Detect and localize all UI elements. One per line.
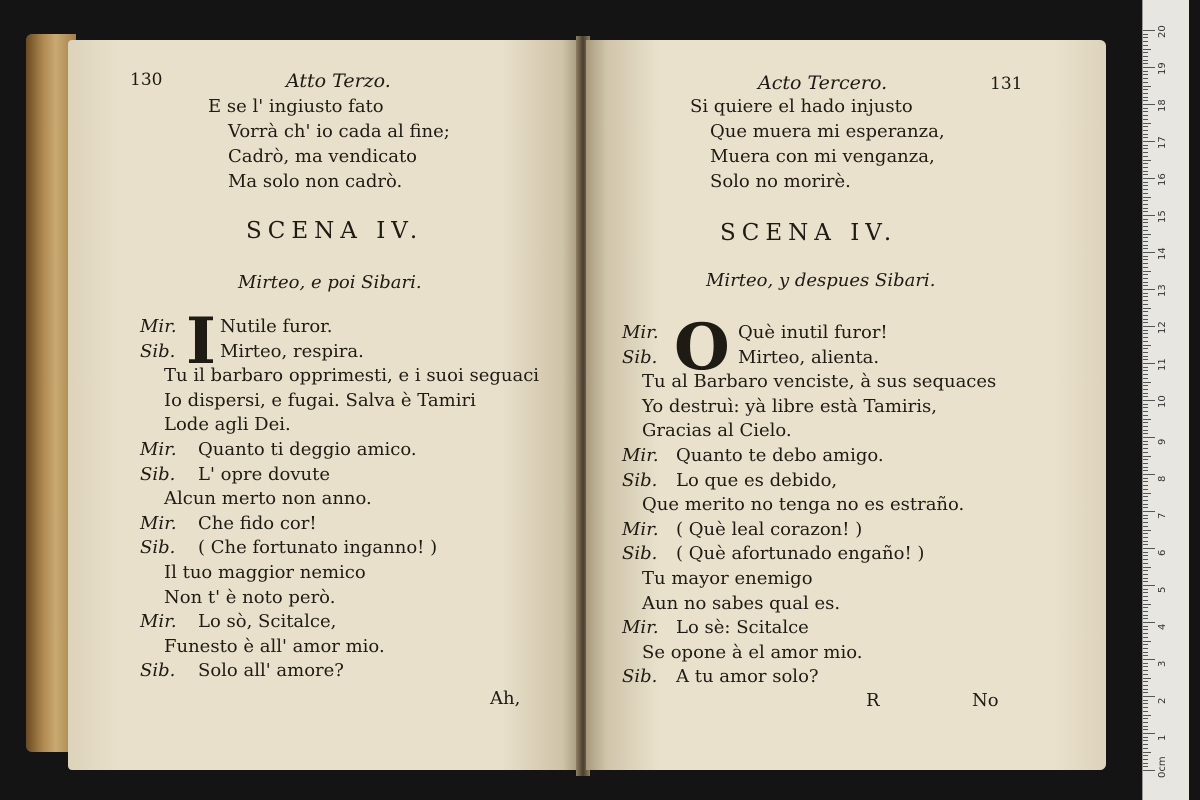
- ruler-tick: [1143, 396, 1148, 397]
- dialogue-line: Che fido cor!: [198, 512, 317, 534]
- ruler-tick: [1143, 285, 1148, 286]
- ruler-tick: [1143, 104, 1155, 105]
- ruler-tick: [1143, 178, 1155, 179]
- ruler-number: 12: [1157, 321, 1168, 334]
- ruler-tick: [1143, 208, 1148, 209]
- ruler-tick: [1143, 737, 1148, 738]
- ruler-tick: [1143, 45, 1148, 46]
- dialogue-line: Quanto te debo amigo.: [676, 445, 884, 466]
- ruler-number: 17: [1157, 136, 1168, 149]
- ruler-tick: [1143, 711, 1148, 712]
- ruler-tick: [1143, 189, 1148, 190]
- signature-mark: R: [866, 690, 880, 711]
- scene-persons: Mirteo, e poi Sibari.: [238, 272, 422, 293]
- ruler-tick: [1143, 382, 1151, 383]
- dialogue-line: L' opre dovute: [198, 463, 330, 485]
- ruler-tick: [1143, 86, 1151, 87]
- ruler-tick: [1143, 559, 1148, 560]
- ruler-tick: [1143, 541, 1148, 542]
- ruler-tick: [1143, 319, 1148, 320]
- speaker-label: Sib.: [622, 469, 658, 491]
- verse-line: Vorrà ch' io cada al fine;: [228, 121, 450, 142]
- ruler-number: 19: [1157, 62, 1168, 75]
- ruler-tick: [1143, 752, 1151, 753]
- ruler-tick: [1143, 407, 1148, 408]
- ruler-tick: [1143, 681, 1148, 682]
- ruler-tick: [1143, 171, 1148, 172]
- ruler-tick: [1143, 259, 1148, 260]
- drop-cap: O: [674, 310, 730, 385]
- ruler-tick: [1143, 163, 1148, 164]
- ruler-tick: [1143, 692, 1148, 693]
- dialogue-line: Il tuo maggior nemico: [164, 562, 366, 583]
- ruler-tick: [1143, 537, 1148, 538]
- ruler-tick: [1143, 34, 1148, 35]
- dialogue-line: Lode agli Dei.: [164, 414, 291, 436]
- speaker-label: Mir.: [140, 512, 177, 534]
- ruler-tick: [1143, 563, 1148, 564]
- ruler-tick: [1143, 748, 1148, 749]
- left-page: [68, 40, 578, 770]
- ruler-tick: [1143, 422, 1148, 423]
- ruler-tick: [1143, 448, 1148, 449]
- ruler-number: 16: [1157, 173, 1168, 186]
- ruler-tick: [1143, 430, 1148, 431]
- page-number: 130: [130, 70, 163, 90]
- ruler-number: 18: [1157, 99, 1168, 112]
- ruler-tick: [1143, 515, 1148, 516]
- ruler-tick: [1143, 315, 1148, 316]
- speaker-label: Mir.: [622, 518, 659, 540]
- ruler-tick: [1143, 271, 1151, 272]
- dialogue-line: ( Què leal corazon! ): [676, 518, 863, 540]
- ruler-tick: [1143, 755, 1148, 756]
- ruler-tick: [1143, 678, 1151, 679]
- dialogue-line: Nutile furor.: [220, 316, 333, 337]
- ruler-tick: [1143, 722, 1148, 723]
- ruler-tick: [1143, 274, 1148, 275]
- ruler-tick: [1143, 63, 1148, 64]
- ruler-tick: [1143, 637, 1148, 638]
- ruler-tick: [1143, 644, 1148, 645]
- speaker-label: Mir.: [622, 322, 659, 343]
- ruler-tick: [1143, 60, 1148, 61]
- ruler-tick: [1143, 433, 1148, 434]
- ruler-tick: [1143, 145, 1148, 146]
- ruler-tick: [1143, 611, 1148, 612]
- ruler-tick: [1143, 111, 1148, 112]
- ruler-tick: [1143, 182, 1148, 183]
- ruler-tick: [1143, 740, 1148, 741]
- ruler-tick: [1143, 411, 1148, 412]
- ruler-tick: [1143, 485, 1148, 486]
- ruler-tick: [1143, 607, 1148, 608]
- ruler-number: 20: [1157, 25, 1168, 38]
- speaker-label: Sib.: [140, 340, 176, 362]
- ruler-tick: [1143, 230, 1148, 231]
- ruler-tick: [1143, 219, 1148, 220]
- ruler-tick: [1143, 211, 1148, 212]
- dialogue-line: Lo sè: Scitalce: [676, 617, 809, 639]
- ruler-tick: [1143, 389, 1148, 390]
- ruler-tick: [1143, 652, 1148, 653]
- ruler-tick: [1143, 337, 1148, 338]
- ruler-tick: [1143, 100, 1148, 101]
- ruler-tick: [1143, 363, 1155, 364]
- verse-line: E se l' ingiusto fato: [208, 96, 384, 117]
- ruler-tick: [1143, 359, 1148, 360]
- dialogue-line: Que merito no tenga no es estraño.: [642, 494, 965, 516]
- ruler-tick: [1143, 604, 1151, 605]
- ruler-tick: [1143, 689, 1148, 690]
- dialogue-line: Tu il barbaro opprimesti, e i suoi seguaci: [164, 365, 540, 387]
- ruler-tick: [1143, 615, 1148, 616]
- ruler-number: 14: [1157, 247, 1168, 260]
- ruler-tick: [1143, 700, 1148, 701]
- ruler-number: 10: [1157, 395, 1168, 408]
- ruler-tick: [1143, 518, 1148, 519]
- ruler-tick: [1143, 674, 1148, 675]
- ruler-tick: [1143, 352, 1148, 353]
- ruler-tick: [1143, 585, 1155, 586]
- ruler-tick: [1143, 74, 1148, 75]
- ruler-tick: [1143, 504, 1148, 505]
- scene-title: SCENA IV.: [246, 218, 424, 244]
- ruler-tick: [1143, 137, 1148, 138]
- ruler-tick: [1143, 123, 1151, 124]
- ruler-tick: [1143, 226, 1148, 227]
- speaker-label: Mir.: [140, 439, 177, 460]
- speaker-label: Sib.: [622, 346, 658, 368]
- ruler-tick: [1143, 729, 1148, 730]
- dialogue-line: A tu amor solo?: [676, 666, 819, 688]
- ruler-tick: [1143, 596, 1148, 597]
- ruler-tick: [1143, 592, 1148, 593]
- ruler-tick: [1143, 141, 1155, 142]
- speaker-label: Mir.: [140, 611, 177, 633]
- ruler-tick: [1143, 467, 1148, 468]
- ruler-tick: [1143, 770, 1155, 771]
- ruler-tick: [1143, 289, 1155, 290]
- ruler-tick: [1143, 82, 1148, 83]
- running-head: Atto Terzo.: [286, 70, 391, 92]
- ruler-tick: [1143, 452, 1148, 453]
- ruler-tick: [1143, 533, 1148, 534]
- ruler-tick: [1143, 56, 1148, 57]
- ruler-tick: [1143, 385, 1148, 386]
- ruler-tick: [1143, 311, 1148, 312]
- ruler-tick: [1143, 300, 1148, 301]
- speaker-label: Mir.: [140, 316, 177, 337]
- ruler-number: 6: [1157, 549, 1168, 556]
- dialogue-line: ( Che fortunato inganno! ): [198, 537, 438, 559]
- ruler-tick: [1143, 400, 1155, 401]
- ruler-tick: [1143, 130, 1148, 131]
- ruler-tick: [1143, 670, 1148, 671]
- ruler-number: 8: [1157, 475, 1168, 482]
- ruler-tick: [1143, 437, 1155, 438]
- ruler-tick: [1143, 248, 1148, 249]
- ruler-number: 1: [1157, 734, 1168, 741]
- ruler-tick: [1143, 726, 1148, 727]
- ruler-tick: [1143, 763, 1148, 764]
- ruler-tick: [1143, 626, 1148, 627]
- ruler-tick: [1143, 296, 1148, 297]
- ruler-tick: [1143, 567, 1151, 568]
- ruler-tick: [1143, 463, 1148, 464]
- ruler-tick: [1143, 655, 1148, 656]
- ruler-tick: [1143, 322, 1148, 323]
- dialogue-line: Tu mayor enemigo: [642, 568, 813, 589]
- dialogue-line: Què inutil furor!: [738, 322, 888, 343]
- ruler-number: 3: [1157, 660, 1168, 667]
- ruler-tick: [1143, 618, 1148, 619]
- ruler-tick: [1143, 193, 1148, 194]
- dialogue-line: Solo all' amore?: [198, 660, 344, 682]
- ruler-tick: [1143, 119, 1148, 120]
- ruler-tick: [1143, 641, 1151, 642]
- verse-line: Muera con mi venganza,: [710, 146, 935, 167]
- dialogue-line: Non t' è noto però.: [164, 586, 336, 608]
- ruler-tick: [1143, 204, 1148, 205]
- ruler-tick: [1143, 126, 1148, 127]
- ruler-tick: [1143, 152, 1148, 153]
- dialogue-line: Io dispersi, e fugai. Salva è Tamiri: [164, 389, 476, 411]
- ruler-tick: [1143, 341, 1148, 342]
- ruler-tick: [1143, 134, 1148, 135]
- right-page: [586, 40, 1106, 770]
- ruler-tick: [1143, 345, 1151, 346]
- ruler-tick: [1143, 197, 1151, 198]
- ruler-tick: [1143, 511, 1155, 512]
- ruler-number: 13: [1157, 284, 1168, 297]
- ruler-tick: [1143, 404, 1148, 405]
- ruler-tick: [1143, 215, 1155, 216]
- ruler-tick: [1143, 474, 1155, 475]
- speaker-label: Mir.: [622, 445, 659, 466]
- ruler-tick: [1143, 718, 1148, 719]
- ruler-tick: [1143, 256, 1148, 257]
- ruler-tick: [1143, 629, 1148, 630]
- dialogue-line: Funesto è all' amor mio.: [164, 635, 385, 657]
- ruler-tick: [1143, 663, 1148, 664]
- ruler-tick: [1143, 41, 1148, 42]
- ruler-tick: [1143, 237, 1148, 238]
- ruler-tick: [1143, 278, 1148, 279]
- ruler-tick: [1143, 456, 1151, 457]
- dialogue-line: Alcun merto non anno.: [164, 488, 372, 510]
- ruler-tick: [1143, 530, 1151, 531]
- dialogue-line: ( Què afortunado engaño! ): [676, 543, 925, 565]
- ruler-tick: [1143, 222, 1148, 223]
- speaker-label: Sib.: [622, 543, 658, 565]
- ruler-tick: [1143, 696, 1155, 697]
- ruler-tick: [1143, 759, 1148, 760]
- ruler-tick: [1143, 245, 1148, 246]
- ruler-tick: [1143, 500, 1148, 501]
- catchword: Ah,: [490, 688, 521, 709]
- ruler-number: 9: [1157, 438, 1168, 445]
- catchword: No: [972, 690, 999, 711]
- dialogue-line: Tu al Barbaro venciste, à sus sequaces: [642, 371, 997, 393]
- ruler-tick: [1143, 507, 1148, 508]
- ruler-tick: [1143, 93, 1148, 94]
- ruler-tick: [1143, 703, 1148, 704]
- ruler-tick: [1143, 37, 1148, 38]
- dialogue-line: Mirteo, respira.: [220, 340, 364, 362]
- ruler-tick: [1143, 496, 1148, 497]
- scene-persons: Mirteo, y despues Sibari.: [706, 270, 936, 291]
- running-head: Acto Tercero.: [758, 72, 888, 94]
- speaker-label: Mir.: [622, 617, 659, 639]
- ruler-tick: [1143, 526, 1148, 527]
- ruler-tick: [1143, 67, 1155, 68]
- ruler-tick: [1143, 766, 1148, 767]
- ruler-tick: [1143, 348, 1148, 349]
- ruler-tick: [1143, 356, 1148, 357]
- ruler-tick: [1143, 419, 1151, 420]
- ruler-tick: [1143, 185, 1148, 186]
- ruler-tick: [1143, 89, 1148, 90]
- ruler-tick: [1143, 570, 1148, 571]
- ruler-tick: [1143, 234, 1151, 235]
- ruler-tick: [1143, 589, 1148, 590]
- ruler-tick: [1143, 459, 1148, 460]
- ruler-tick: [1143, 174, 1148, 175]
- verse-line: Solo no morirè.: [710, 171, 851, 192]
- page-number: 131: [990, 74, 1023, 94]
- ruler-tick: [1143, 552, 1148, 553]
- ruler-number: 15: [1157, 210, 1168, 223]
- ruler-tick: [1143, 160, 1151, 161]
- speaker-label: Sib.: [140, 537, 176, 559]
- dialogue-line: Quanto ti deggio amico.: [198, 439, 417, 460]
- ruler-tick: [1143, 581, 1148, 582]
- ruler-tick: [1143, 685, 1148, 686]
- ruler-tick: [1143, 478, 1148, 479]
- ruler-tick: [1143, 378, 1148, 379]
- ruler-tick: [1143, 493, 1151, 494]
- ruler-tick: [1143, 370, 1148, 371]
- speaker-label: Sib.: [140, 660, 176, 682]
- ruler-tick: [1143, 263, 1148, 264]
- ruler-tick: [1143, 659, 1155, 660]
- ruler-tick: [1143, 49, 1151, 50]
- ruler-tick: [1143, 666, 1148, 667]
- ruler-tick: [1143, 333, 1148, 334]
- scene-title: SCENA IV.: [720, 220, 898, 246]
- ruler-tick: [1143, 555, 1148, 556]
- verse-line: Si quiere el hado injusto: [690, 96, 913, 117]
- dialogue-line: Aun no sabes qual es.: [642, 592, 841, 614]
- speaker-label: Sib.: [140, 463, 176, 485]
- ruler-tick: [1143, 544, 1148, 545]
- ruler-tick: [1143, 97, 1148, 98]
- ruler-tick: [1143, 78, 1148, 79]
- dialogue-line: Mirteo, alienta.: [738, 346, 880, 368]
- ruler-tick: [1143, 622, 1155, 623]
- ruler-tick: [1143, 330, 1148, 331]
- ruler-tick: [1143, 444, 1148, 445]
- dialogue-line: Yo destruì: yà libre està Tamiris,: [642, 395, 937, 417]
- speaker-label: Sib.: [622, 666, 658, 688]
- ruler-tick: [1143, 574, 1148, 575]
- ruler-tick: [1143, 367, 1148, 368]
- ruler-tick: [1143, 648, 1148, 649]
- ruler-tick: [1143, 489, 1148, 490]
- ruler-tick: [1143, 30, 1155, 31]
- ruler-number: 7: [1157, 512, 1168, 519]
- ruler-tick: [1143, 267, 1148, 268]
- verse-line: Ma solo non cadrò.: [228, 171, 403, 192]
- ruler-tick: [1143, 148, 1148, 149]
- ruler-tick: [1143, 426, 1148, 427]
- ruler-tick: [1143, 548, 1155, 549]
- ruler-tick: [1143, 374, 1148, 375]
- ruler-tick: [1143, 52, 1148, 53]
- ruler-tick: [1143, 441, 1148, 442]
- ruler-tick: [1143, 733, 1155, 734]
- ruler-tick: [1143, 707, 1148, 708]
- ruler-tick: [1143, 715, 1151, 716]
- ruler-tick: [1143, 470, 1148, 471]
- ruler-tick: [1143, 600, 1148, 601]
- verse-line: Que muera mi esperanza,: [710, 121, 945, 142]
- ruler-tick: [1143, 393, 1148, 394]
- ruler-tick: [1143, 578, 1148, 579]
- ruler-tick: [1143, 481, 1148, 482]
- dialogue-line: Se opone à el amor mio.: [642, 641, 863, 663]
- ruler-number: 0cm: [1157, 756, 1168, 778]
- ruler-tick: [1143, 71, 1148, 72]
- ruler-tick: [1143, 156, 1148, 157]
- ruler-tick: [1143, 304, 1148, 305]
- verse-line: Cadrò, ma vendicato: [228, 146, 418, 167]
- ruler-tick: [1143, 522, 1148, 523]
- ruler-tick: [1143, 252, 1155, 253]
- ruler-tick: [1143, 167, 1148, 168]
- ruler-tick: [1143, 200, 1148, 201]
- ruler-number: 4: [1157, 623, 1168, 630]
- ruler-number: 2: [1157, 697, 1168, 704]
- dialogue-line: Gracias al Cielo.: [642, 420, 792, 442]
- ruler-tick: [1143, 115, 1148, 116]
- ruler-tick: [1143, 241, 1148, 242]
- drop-cap: I: [186, 304, 216, 379]
- measuring-ruler: [1142, 0, 1189, 800]
- ruler-tick: [1143, 308, 1151, 309]
- ruler-tick: [1143, 108, 1148, 109]
- ruler-tick: [1143, 326, 1155, 327]
- ruler-tick: [1143, 282, 1148, 283]
- dialogue-line: Lo sò, Scitalce,: [198, 611, 337, 633]
- ruler-tick: [1143, 744, 1148, 745]
- ruler-tick: [1143, 415, 1148, 416]
- ruler-tick: [1143, 293, 1148, 294]
- ruler-number: 11: [1157, 358, 1168, 371]
- ruler-tick: [1143, 633, 1148, 634]
- dialogue-line: Lo que es debido,: [676, 469, 838, 491]
- ruler-number: 5: [1157, 586, 1168, 593]
